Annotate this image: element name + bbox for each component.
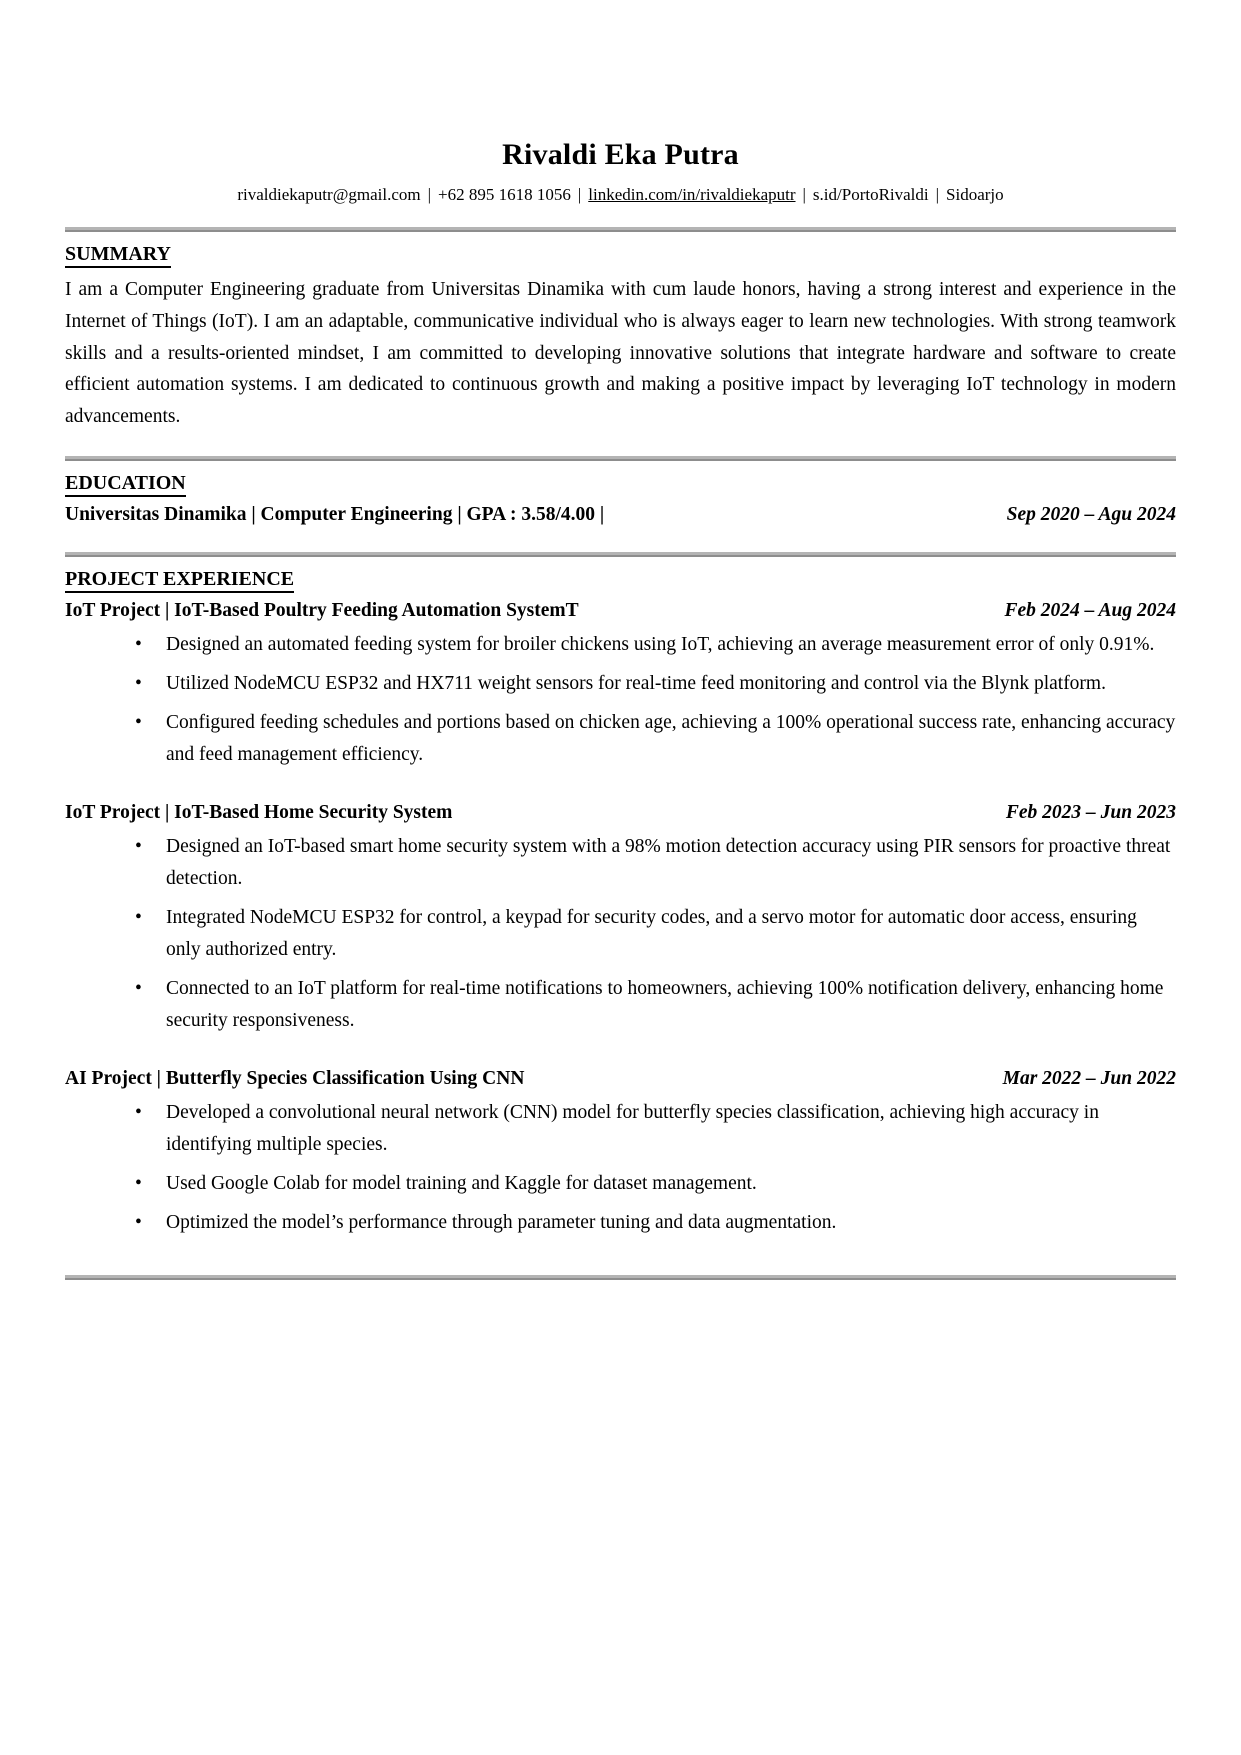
contact-location: Sidoarjo — [946, 185, 1004, 204]
education-entry: Universitas Dinamika | Computer Engineering | GPA : 3.58/4.00 | — [65, 503, 605, 525]
candidate-name: Rivaldi Eka Putra — [502, 138, 739, 171]
project-bullets — [65, 629, 1176, 771]
education-entry-row — [65, 503, 1176, 527]
project-header-row — [65, 801, 1176, 825]
project-header-row — [65, 1067, 1176, 1091]
section-divider — [65, 552, 1176, 557]
contact-line — [65, 184, 1176, 206]
section-divider — [65, 227, 1176, 232]
project-title: IoT Project | IoT-Based Poultry Feeding Automation SystemT — [65, 599, 579, 621]
resume-header — [65, 138, 1176, 206]
contact-email: rivaldiekaputr@gmail.com — [237, 185, 421, 204]
projects-heading — [65, 568, 1176, 590]
project-bullets — [65, 831, 1176, 1037]
project-title: IoT Project | IoT-Based Home Security System — [65, 801, 453, 823]
project-entry — [65, 1067, 1176, 1239]
section-divider — [65, 1275, 1176, 1280]
contact-linkedin-link[interactable]: linkedin.com/in/rivaldiekaputr — [588, 185, 796, 204]
summary-heading-text: SUMMARY — [65, 243, 171, 268]
contact-separator: | — [935, 185, 940, 204]
bullet-item: • Integrated NodeMCU ESP32 for control, a keypad for security codes, and a servo motor for automatic door access, ensuring only authorized entry. — [133, 902, 1176, 966]
section-education — [65, 472, 1176, 527]
contact-separator: | — [802, 185, 806, 204]
project-header-row — [65, 599, 1176, 623]
project-entry — [65, 801, 1176, 1037]
summary-heading — [65, 243, 1176, 265]
project-bullets — [65, 1097, 1176, 1239]
project-date: Feb 2023 – Jun 2023 — [1005, 801, 1176, 823]
contact-separator: | — [577, 185, 582, 204]
bullet-item: • Optimized the model’s performance through parameter tuning and data augmentation. — [133, 1207, 1176, 1239]
section-divider — [65, 456, 1176, 461]
project-entry — [65, 599, 1176, 771]
bullet-item: • Used Google Colab for model training and Kaggle for dataset management. — [133, 1168, 1176, 1200]
contact-portfolio: s.id/PortoRivaldi — [812, 185, 929, 204]
section-summary — [65, 243, 1176, 433]
bullet-item: • Developed a convolutional neural network (CNN) model for butterfly species classification, achieving high accuracy in identifying multiple species. — [133, 1097, 1176, 1161]
education-heading — [65, 472, 1176, 494]
project-date: Mar 2022 – Jun 2022 — [1002, 1067, 1176, 1089]
education-date: Sep 2020 – Agu 2024 — [1006, 503, 1176, 525]
education-heading-text: EDUCATION — [65, 472, 186, 497]
project-title: AI Project | Butterfly Species Classification Using CNN — [65, 1067, 525, 1089]
section-projects — [65, 568, 1176, 1239]
bullet-item: • Utilized NodeMCU ESP32 and HX711 weight sensors for real-time feed monitoring and control via the Blynk platform. — [133, 668, 1176, 700]
contact-separator: | — [427, 185, 431, 204]
project-date: Feb 2024 – Aug 2024 — [1004, 599, 1176, 621]
bullet-item: • Connected to an IoT platform for real-time notifications to homeowners, achieving 100% notification delivery, enhancing home security responsiveness. — [133, 973, 1176, 1037]
bullet-item: • Configured feeding schedules and portions based on chicken age, achieving a 100% operational success rate, enhancing accuracy and feed management efficiency. — [133, 707, 1176, 771]
projects-heading-text: PROJECT EXPERIENCE — [65, 568, 294, 593]
bullet-item: • Designed an IoT-based smart home security system with a 98% motion detection accuracy using PIR sensors for proactive threat detection. — [133, 831, 1176, 895]
summary-text: I am a Computer Engineering graduate from Universitas Dinamika with cum laude honors, having a strong interest and experience in the Internet of Things (IoT). I am an adaptable, communicative individual who is always eager to learn new technologies. With strong teamwork skills and a results-oriented mindset, I am committed to developing innovative solutions that integrate hardware and software to create efficient automation systems. I am dedicated to continuous growth and making a positive impact by leveraging IoT technology in modern advancements. — [65, 279, 1176, 428]
projects-list — [65, 599, 1176, 1239]
contact-phone: +62 895 1618 1056 — [438, 185, 571, 204]
bullet-item: • Designed an automated feeding system for broiler chickens using IoT, achieving an average measurement error of only 0.91%. — [133, 629, 1176, 661]
